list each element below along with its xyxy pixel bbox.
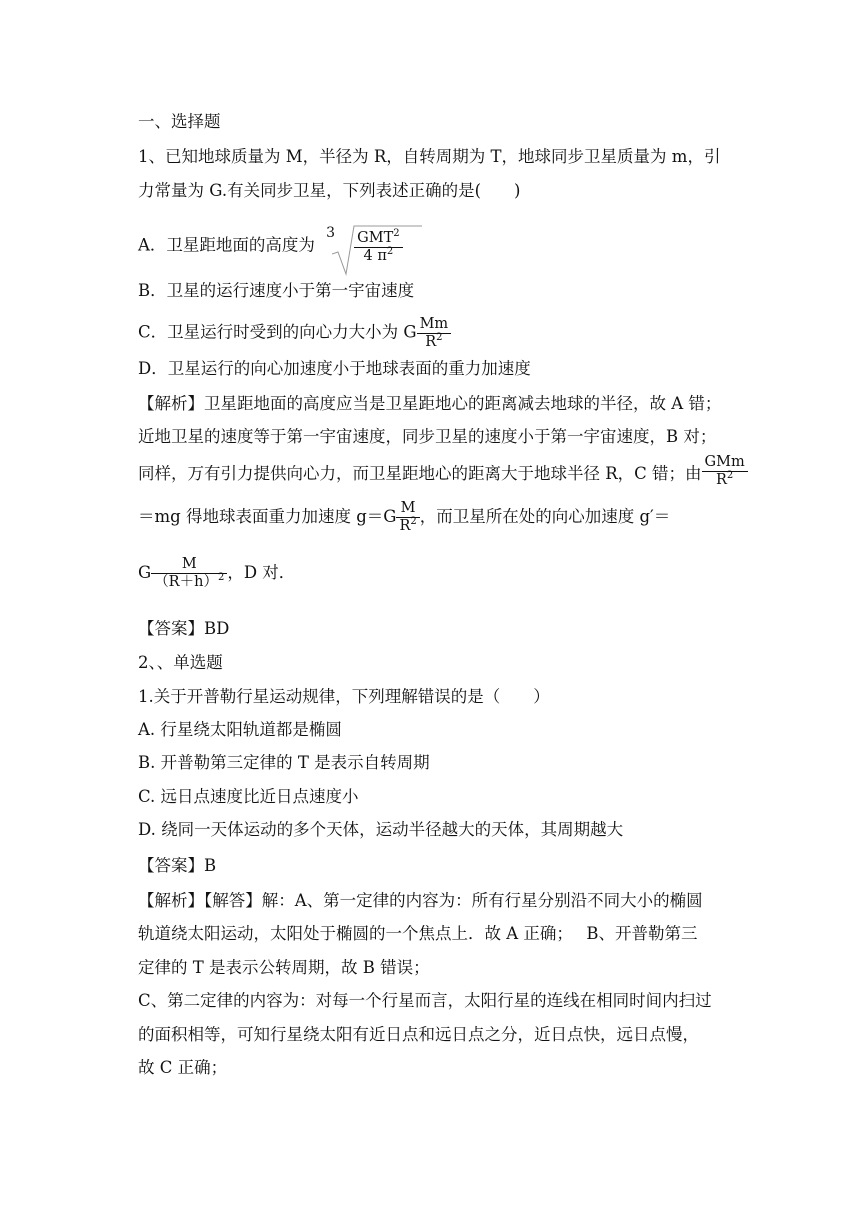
root-index: 3 — [326, 225, 336, 241]
gravity-fraction-numerator: GMm — [702, 454, 748, 472]
q1-stem-line1: 1、已知地球质量为 M，半径为 R，自转周期为 T，地球同步卫星质量为 m，引 — [138, 147, 721, 166]
g-prime-fraction-numerator: M — [151, 556, 227, 574]
q1-option-a — [138, 225, 403, 264]
q1-explanation-line3: 同样，万有引力提供向心力，而卫星距地心的距离大于地球半径 R，C 错；由 $\frac{\text{GMm}}{R^2}$ — [138, 454, 748, 488]
q2-option-a: A. 行星绕太阳轨道都是椭圆 — [138, 720, 342, 739]
q2-explanation-line5: 的面积相等，可知行星绕太阳有近日点和远日点之分，近日点快，远日点慢， — [138, 1025, 699, 1044]
q2-answer: 【答案】B — [138, 856, 217, 875]
g-fraction-denominator: R — [399, 517, 411, 534]
q1-option-c-text: C．卫星运行时受到的向心力大小为 G — [138, 322, 417, 342]
section-title-single-choice: 2、、单选题 — [138, 653, 223, 672]
q1-explanation-line4: ＝mg 得地球表面重力加速度 g＝G $\frac{M}{R^2}$ ，而卫星所在处的向心加速度 g′＝ — [138, 500, 671, 534]
q2-option-d: D. 绕同一天体运动的多个天体，运动半径越大的天体，其周期越大 — [138, 820, 624, 839]
q2-explanation-line4: C、第二定律的内容为：对每一个行星而言，太阳行星的连线在相同时间内扫过 — [138, 991, 712, 1010]
g-fraction-numerator: M — [396, 500, 419, 518]
q2-explanation-line2: 轨道绕太阳运动，太阳处于椭圆的一个焦点上．故 A 正确； B、开普勒第三 — [138, 924, 698, 943]
root-fraction-numerator: GMT — [357, 230, 394, 246]
cube-root-expression — [326, 225, 402, 264]
section-title-choice: 一、选择题 — [138, 112, 221, 131]
gravity-fraction-denominator: R — [715, 471, 727, 488]
q1-option-c — [138, 316, 451, 350]
g-prime-fraction: $\frac{M}{(R+h)^2}$ — [151, 556, 227, 590]
root-fraction: $\frac{GMT^2}{4 \pi^2}$ — [354, 228, 402, 264]
force-fraction-denominator: R — [425, 333, 437, 350]
q1-explanation-line1: 【解析】卫星距地面的高度应当是卫星距地心的距离减去地球的半径，故 A 错； — [138, 394, 722, 413]
q1-explanation-line5: G $\frac{M}{(R+h)^2}$ ，D 对． — [138, 556, 296, 590]
root-fraction-denominator: 4 π — [363, 247, 387, 264]
radical-sign-icon — [332, 224, 422, 276]
q2-explanation-line3: 定律的 T 是表示公转周期，故 B 错误； — [138, 958, 430, 977]
q1-explanation-line2: 近地卫星的速度等于第一宇宙速度，同步卫星的速度小于第一宇宙速度，B 对； — [138, 427, 717, 446]
force-fraction-numerator: Mm — [417, 316, 452, 334]
q2-stem: 1.关于开普勒行星运动规律，下列理解错误的是（ ） — [138, 687, 550, 706]
q1-stem-line2: 力常量为 G.有关同步卫星，下列表述正确的是( ) — [138, 181, 521, 200]
q2-explanation-line1: 【解析】【解答】解：A、第一定律的内容为：所有行星分别沿不同大小的椭圆 — [138, 891, 703, 910]
q1-answer: 【答案】BD — [138, 619, 230, 638]
gravity-fraction: $\frac{\text{GMm}}{R^2}$ — [702, 454, 748, 488]
q2-option-c: C. 远日点速度比近日点速度小 — [138, 787, 359, 806]
g-fraction: $\frac{M}{R^2}$ — [396, 500, 419, 534]
q2-option-b: B. 开普勒第三定律的 T 是表示自转周期 — [138, 753, 430, 772]
g-prime-fraction-denominator: （R＋h） — [154, 573, 218, 590]
q1-option-d: D．卫星运行的向心加速度小于地球表面的重力加速度 — [138, 359, 531, 378]
q1-option-b: B．卫星的运行速度小于第一宇宙速度 — [138, 281, 415, 300]
q1-option-a-text: A．卫星距地面的高度为 — [138, 235, 315, 255]
force-fraction: $\frac{Mm}{R^2}$ — [417, 316, 452, 350]
q2-explanation-line6: 故 C 正确； — [138, 1058, 228, 1077]
